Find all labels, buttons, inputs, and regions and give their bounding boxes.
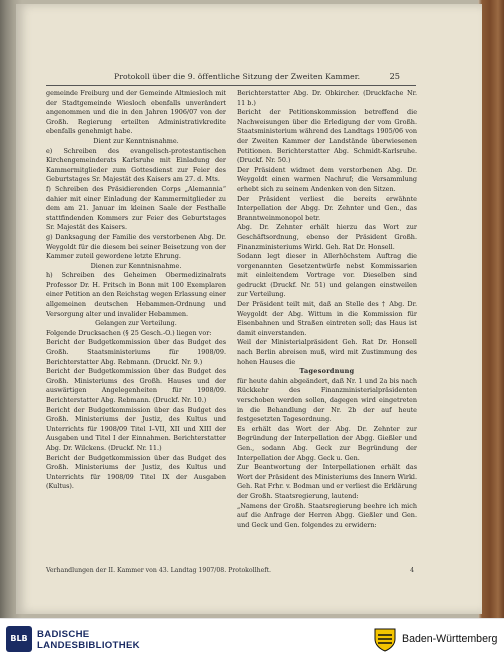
- viewer-footer-bar: [0, 618, 504, 659]
- blb-logo[interactable]: [6, 626, 32, 652]
- paragraph: gemeinde Freiburg und der Gemeinde Altmiesloch mit der Stadtgemeinde Wiesloch ebenfalls unverändert angenommen und die in den Jahren 1906/07 von der Großh. Regierung erteilten Administrativkredite ebenfalls genehmigt habe.: [46, 89, 226, 136]
- paragraph: Zur Beantwortung der Interpellationen erhält das Wort der Präsident des Ministeriums des Innern Wirkl. Geh. Rat Frhr. v. Bodman und er verliest die Erklärung der Großh. Staatsregierung, lautend:: [237, 463, 417, 500]
- paragraph: e) Schreiben des evangelisch-protestantischen Kirchengemeinderats Karlsruhe mit Einladung der Kammermitglieder zum Gottesdienst zur Feier des Geburtstages Sr. Majestät des Kaisers am 27. d. Mts.: [46, 146, 226, 184]
- page-footer: [46, 567, 416, 574]
- page-header: [16, 72, 482, 86]
- paragraph: g) Danksagung der Familie des verstorbenen Abg. Dr. Weygoldt für die diesem bei seiner Beisetzung von der Kammer zuteil gewordene letzte Ehrung.: [46, 232, 226, 261]
- paragraph: Bericht der Budgetkommission über das Budget des Großh. Ministeriums der Justiz, des Kultus und Unterrichts für 1908/09 Titel IX der Ausgaben (Kultus).: [46, 453, 226, 491]
- paragraph: Der Präsident teilt mit, daß an Stelle des † Abg. Dr. Weygoldt der Abg. Wittum in die Kommission für Eisenbahnen und Straßen eintreten soll; das Haus ist damit einverstanden.: [237, 300, 417, 337]
- paragraph: Abg. Dr. Zehnter erhält hierzu das Wort zur Geschäftsordnung, ebenso der Präsident Großh. Finanzministeriums Wirkl. Geh. Rat Dr. Honsell.: [237, 223, 417, 251]
- paragraph: Der Präsident verliest die bereits erwähnte Interpellation der Abgg. Dr. Zehnter und Gen., das Branntweinmonopol betr.: [237, 194, 417, 222]
- document-page: [16, 4, 482, 614]
- paragraph: Dient zur Kenntnisnahme.: [93, 136, 179, 145]
- paragraph: Bericht der Budgetkommission über das Budget des Großh. Ministeriums der Justiz, des Kultus und Unterrichts für 1908/09 Titel I–VII, XII und XIII der Ausgaben und Titel I der Einnahmen. Berichterstatter Abg. Dr. Wilckens. (Druckf. Nr. 11.): [46, 405, 226, 452]
- header-rule: [46, 85, 416, 86]
- paragraph: für heute dahin abgeändert, daß Nr. 1 und 2a bis nach Rückkehr des Finanzministerialpräsidenten verschoben werden sollen, dagegen wird eingetreten in die Behandlung der Nr. 2b der auf heute festgesetzten Tagesordnung.: [237, 376, 417, 424]
- page-number: 25: [389, 71, 400, 81]
- blb-logo-abbr: BLB: [10, 634, 28, 643]
- paragraph: Bericht der Budgetkommission über das Budget des Großh. Staatsministeriums für 1908/09. Berichterstatter Abg. Rebmann. (Druckf. Nr. 9.): [46, 338, 226, 366]
- paragraph: Bericht der Budgetkommission über das Budget des Großh. Ministeriums des Großh. Hauses und der auswärtigen Angelegenheiten für 1908/09. Berichterstatter Abg. Rebmann. (Druckf. Nr. 10.): [46, 367, 226, 404]
- blb-name-line2: LANDESBIBLIOTHEK: [37, 640, 140, 651]
- blb-name-line1: BADISCHE: [37, 629, 90, 640]
- paragraph: „Namens der Großh. Staatsregierung beehre ich mich auf die Anfrage der Herren Abgg. Gießler und Gen. und Geck und Gen. folgendes zu erwidern:: [237, 501, 417, 529]
- paragraph: Gelangen zur Verteilung.: [95, 319, 177, 328]
- right-text-column: [237, 89, 417, 530]
- paragraph: Bericht der Petitionskommission betreffend die Nachweisungen über die Erledigung der vom Großh. Staatsministerium während des Landtags 1905/06 von der Zweiten Kammer der Landstände überwiesenen Petitionen. Berichterstatter Abg. Schmidt-Karlsruhe. (Druckf. Nr. 50.): [237, 108, 417, 165]
- paragraph: Sodann legt dieser in Allerhöchstem Auftrag die vorgenannten Gesetzentwürfe nebst Kommissarien mit einleitendem Vortrage vor. Dieselben sind gedruckt (Druckf. Nr. 51) und gelangen einstweilen zur Verteilung.: [237, 252, 417, 299]
- header-title: Protokoll über die 9. öffentliche Sitzung der Zweiten Kammer.: [114, 72, 361, 81]
- paragraph: h) Schreiben des Geheimen Obermedizinalrats Professor Dr. H. Fritsch in Bonn mit 100 Exemplaren einer Petition an den Reichstag wegen Erlassung einer allgemeinen deutschen Hebammen-Ordnung und Versorgung alter und invalider Hebammen.: [46, 271, 226, 318]
- paragraph: Berichterstatter Abg. Dr. Obkircher. (Druckfache Nr. 11 b.): [237, 89, 417, 107]
- paragraph: Es erhält das Wort der Abg. Dr. Zehnter zur Begründung der Interpellation der Abgg. Gießler und Gen., sodann Abg. Geck zur Begründung der Interpellation der Abgg. Geck u. Gen.: [237, 424, 417, 462]
- paragraph: Weil der Ministerialpräsident Geh. Rat Dr. Honsell nach Berlin abreisen muß, wird mit Zustimmung des hohen Hauses die: [237, 338, 417, 366]
- paragraph: f) Schreiben des Präsidierenden Corps „Alemannia“ dahier mit einer Einladung der Kammermitglieder zu dem am 21. Januar im kleinen Saale der Festhalle stattfindenden Kommers zur Feier des Geburtstages Sr. Majestät des Kaisers.: [46, 184, 226, 232]
- left-text-column: [46, 89, 226, 492]
- paragraph: Dienen zur Kenntnisnahme.: [90, 261, 182, 270]
- baden-wuerttemberg-label[interactable]: Baden-Württemberg: [402, 633, 498, 645]
- section-heading: Tagesordnung: [299, 367, 355, 376]
- paragraph: Der Präsident widmet dem verstorbenen Abg. Dr. Weygoldt einen warmen Nachruf; die Versammlung erhebt sich zu seinem Andenken von den Sitzen.: [237, 165, 417, 193]
- blb-name[interactable]: [37, 629, 140, 651]
- paragraph: Folgende Drucksachen (§ 25 Gesch.-O.) liegen vor:: [46, 328, 212, 337]
- footer-text: Verhandlungen der II. Kammer von 43. Landtag 1907/08. Protokollheft.: [46, 567, 272, 574]
- footer-sheet-number: 4: [410, 567, 414, 574]
- baden-wuerttemberg-emblem-icon[interactable]: [372, 626, 398, 652]
